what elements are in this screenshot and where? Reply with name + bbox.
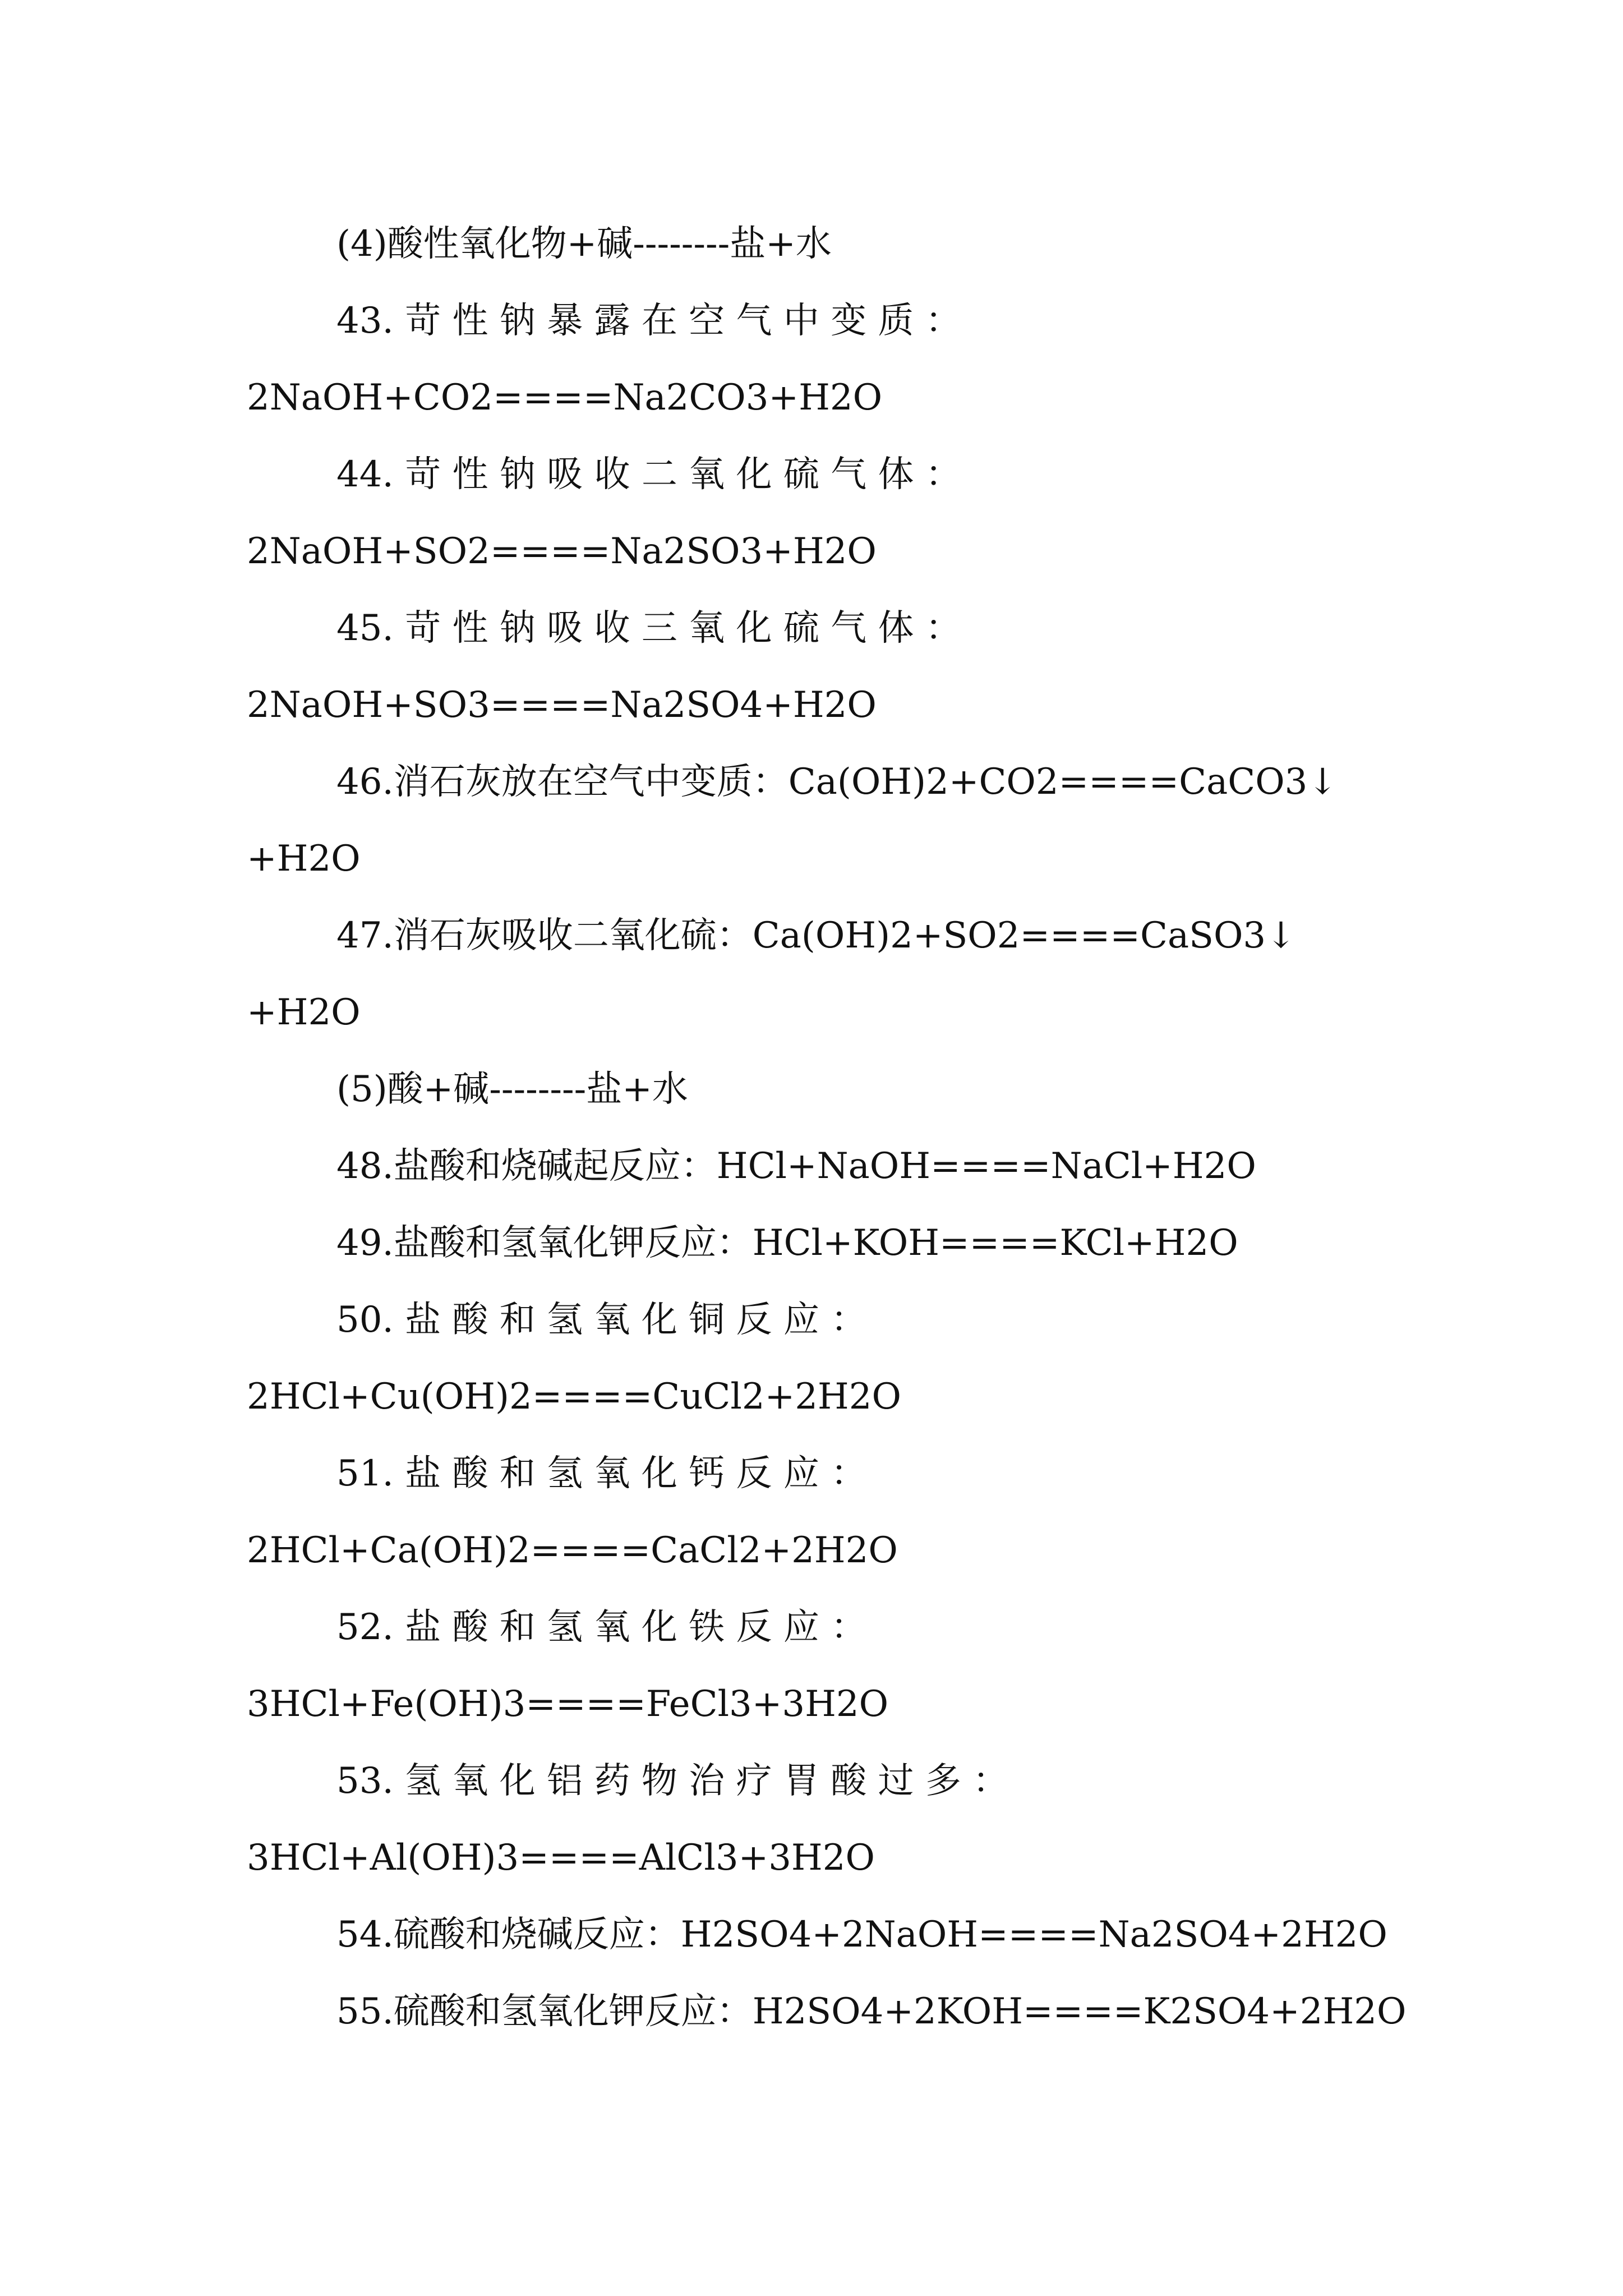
equation-formula: 3HCl+Al(OH)3====AlCl3+3H2O xyxy=(247,1837,875,1879)
section-heading: (4)酸性氧化物+碱--------盐+水 xyxy=(336,223,832,265)
equation-caption: 54.硫酸和烧碱反应：H2SO4+2NaOH====Na2SO4+2H2O xyxy=(336,1914,1387,1955)
equation-formula: 2HCl+Cu(OH)2====CuCl2+2H2O xyxy=(247,1376,901,1418)
equation-caption: 51. 盐 酸 和 氢 氧 化 钙 反 应 ： xyxy=(336,1453,867,1494)
equation-formula: +H2O xyxy=(247,992,361,1033)
equation-caption: 48.盐酸和烧碱起反应：HCl+NaOH====NaCl+H2O xyxy=(336,1145,1256,1187)
equation-caption: 47.消石灰吸收二氧化硫：Ca(OH)2+SO2====CaSO3↓ xyxy=(336,915,1296,956)
equation-caption: 46.消石灰放在空气中变质：Ca(OH)2+CO2====CaCO3↓ xyxy=(336,761,1338,803)
section-heading: (5)酸+碱--------盐+水 xyxy=(336,1069,688,1110)
equation-caption: 45. 苛 性 钠 吸 收 三 氧 化 硫 气 体 ： xyxy=(336,608,961,649)
equation-caption: 49.盐酸和氢氧化钾反应：HCl+KOH====KCl+H2O xyxy=(336,1222,1238,1264)
equation-caption: 53. 氢 氧 化 铝 药 物 治 疗 胃 酸 过 多 ： xyxy=(336,1760,1009,1802)
equation-caption: 50. 盐 酸 和 氢 氧 化 铜 反 应 ： xyxy=(336,1299,867,1341)
equation-caption: 55.硫酸和氢氧化钾反应：H2SO4+2KOH====K2SO4+2H2O xyxy=(336,1991,1407,2032)
equation-caption: 44. 苛 性 钠 吸 收 二 氧 化 硫 气 体 ： xyxy=(336,454,961,495)
equation-formula: 3HCl+Fe(OH)3====FeCl3+3H2O xyxy=(247,1683,889,1725)
equation-formula: 2NaOH+SO3====Na2SO4+H2O xyxy=(247,684,877,726)
equation-caption: 43. 苛 性 钠 暴 露 在 空 气 中 变 质 ： xyxy=(336,300,961,342)
equation-formula: +H2O xyxy=(247,838,361,880)
equation-caption: 52. 盐 酸 和 氢 氧 化 铁 反 应 ： xyxy=(336,1607,867,1648)
equation-formula: 2HCl+Ca(OH)2====CaCl2+2H2O xyxy=(247,1530,898,1571)
equation-formula: 2NaOH+CO2====Na2CO3+H2O xyxy=(247,377,883,418)
equation-formula: 2NaOH+SO2====Na2SO3+H2O xyxy=(247,531,877,572)
